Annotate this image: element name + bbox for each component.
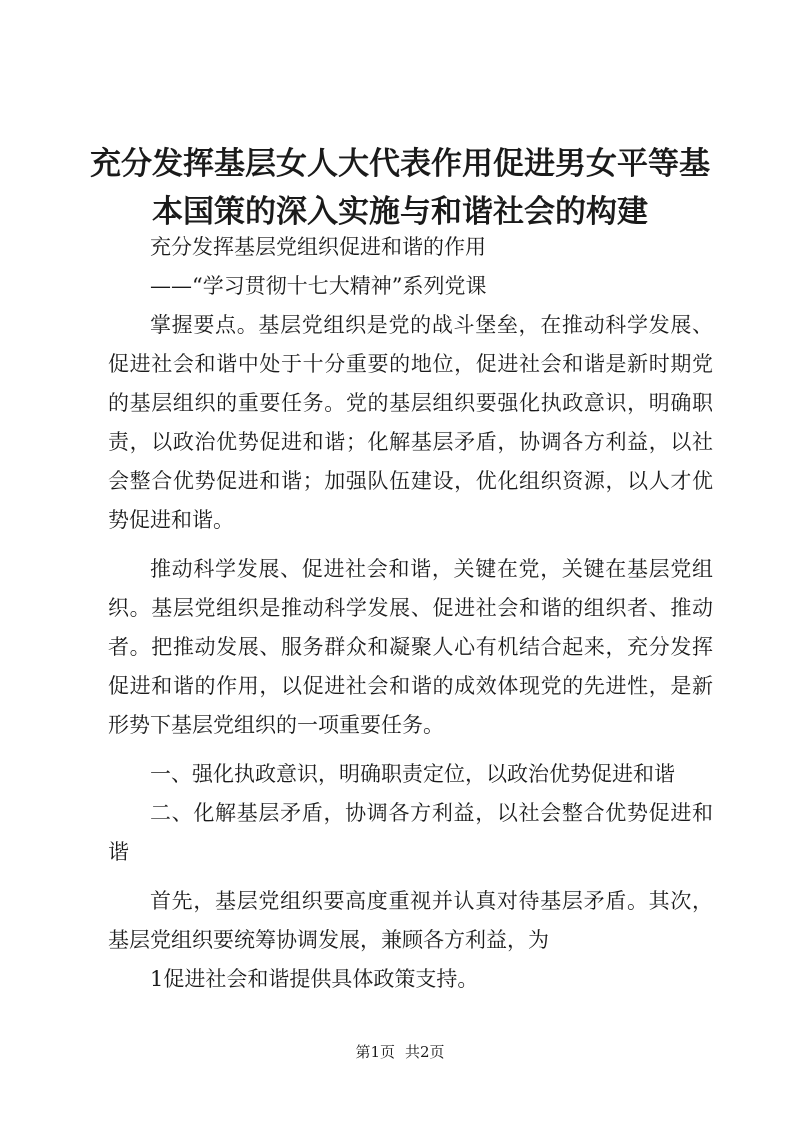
body-paragraph: 首先，基层党组织要高度重视并认真对待基层矛盾。其次，基层党组织要统筹协调发展，兼顾各方利益，为 [108,889,713,952]
body-paragraph: 推动科学发展、促进社会和谐，关键在党，关键在基层党组织。基层党组织是推动科学发展、促进社会和谐的组织者、推动者。把推动发展、服务群众和凝聚人心有机结合起来，充分发挥促进和谐的作用，以促进社会和谐的成效体现党的先进性，是新形势下基层党组织的一项重要任务。 [108,557,713,737]
document-body [108,228,713,1009]
series-note-paragraph: ——“学习贯彻十七大精神”系列党课 [150,274,487,298]
subtitle-paragraph: 充分发挥基层党组织促进和谐的作用 [150,235,486,259]
body-paragraph: 1促进社会和谐提供具体政策支持。 [150,967,479,991]
page-total: 共2页 [405,1043,445,1061]
section-heading-2: 二、化解基层矛盾，协调各方利益，以社会整合优势促进和谐 [108,801,713,864]
page-number: 第1页 [355,1043,395,1061]
title-line-2: 本国策的深入实施与和谐社会的构建 [152,194,648,230]
section-heading-1: 一、强化执政意识，明确职责定位，以政治优势促进和谐 [150,762,675,786]
document-title [70,140,730,236]
key-points-paragraph: 掌握要点。基层党组织是党的战斗堡垒，在推动科学发展、促进社会和谐中处于十分重要的地位，促进社会和谐是新时期党的基层组织的重要任务。党的基层组织要强化执政意识，明确职责，以政治优势促进和谐；化解基层矛盾，协调各方利益，以社会整合优势促进和谐；加强队伍建设，优化组织资源，以人才优势促进和谐。 [108,313,713,532]
title-line-1: 充分发挥基层女人大代表作用促进男女平等基 [90,146,710,182]
page-footer [0,1042,800,1062]
